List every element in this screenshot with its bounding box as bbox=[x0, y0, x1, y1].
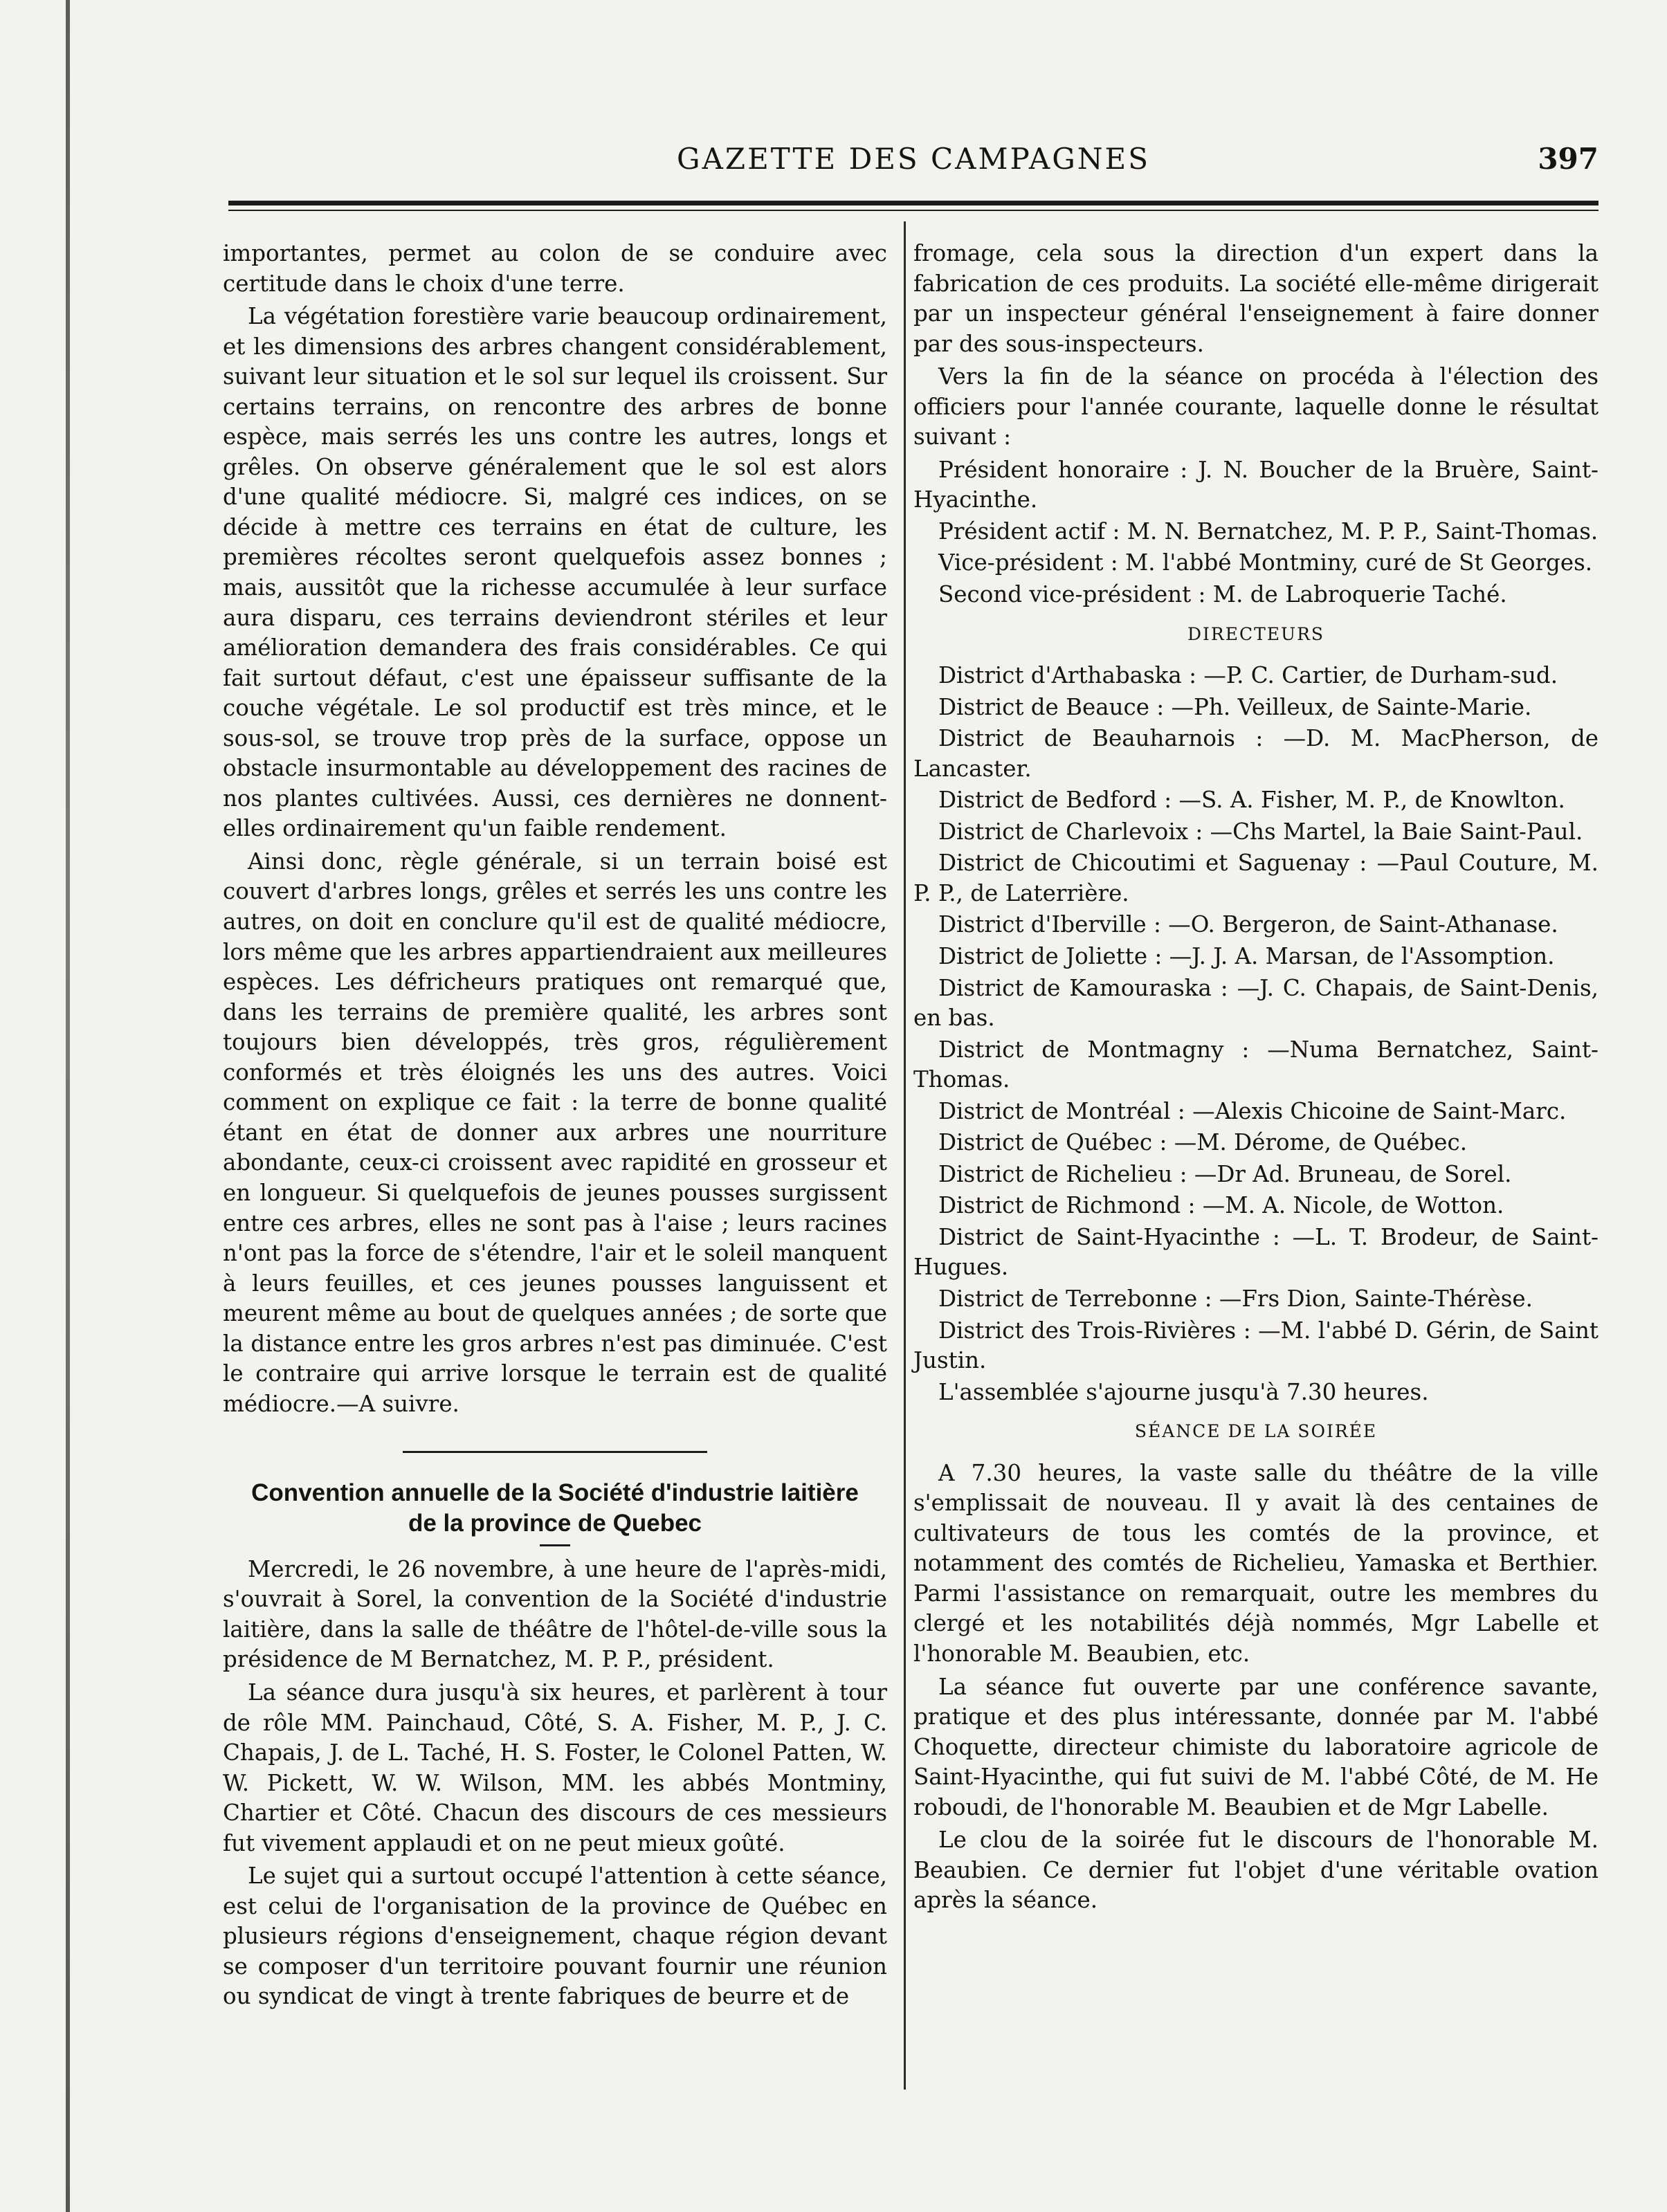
paragraph: importantes, permet au colon de se conduire avec certitude dans le choix d'une terre. bbox=[223, 240, 887, 297]
paragraph: L'assemblée s'ajourne jusqu'à 7.30 heures. bbox=[938, 1378, 1429, 1405]
officer-line: Président honoraire : J. N. Boucher de la Bruère, Saint-Hyacinthe. bbox=[913, 456, 1598, 513]
director-line: District de Richmond : —M. A. Nicole, de Wotton. bbox=[938, 1192, 1504, 1219]
paragraph: Le clou de la soirée fut le discours de l'honorable M. Beaubien. Ce dernier fut l'objet d'une véritable ovation après la séance. bbox=[913, 1827, 1598, 1914]
paragraph: A 7.30 heures, la vaste salle du théâtre de la ville s'emplissait de nouveau. Il y avait là des centaines de cultivateurs de tous les comtés de la province, et notamment des comtés de Richelieu, Yamaska et Berthier. Parmi l'assistance on remarquait, outre les membres du clergé et les notabilités déjà nommés, Mgr Labelle et l'honorable M. Beaubien, etc. bbox=[913, 1459, 1598, 1667]
column-divider bbox=[904, 221, 906, 2090]
director-line: District de Beauharnois : —D. M. MacPherson, de Lancaster. bbox=[913, 725, 1598, 782]
director-line: District de Chicoutimi et Saguenay : —Paul Couture, M. P. P., de Laterrière. bbox=[913, 850, 1598, 906]
paragraph: La végétation forestière varie beaucoup ordinairement, et les dimensions des arbres changent considérablement, suivant leur situation et le sol sur lequel ils croissent. Sur certains terrains, on rencontre des arbres de bonne espèce, mais serrés les uns contre les autres, longs et grêles. On observe généralement que le sol est alors d'une qualité médiocre. Si, malgré ces indices, on se décide à mettre ces terrains en état de culture, les premières récoltes seront quelquefois assez bonnes ; mais, aussitôt que la richesse accumulée à leur surface aura disparu, ces terrains deviendront stériles et leur amélioration demandera des frais considérables. Ce qui fait surtout défaut, c'est une épaisseur suffisante de la couche végétale. Le sol productif est très mince, et le sous-sol, se trouve trop près de la surface, oppose un obstacle insurmontable au développement des racines de nos plantes cultivées. Aussi, ces dernières ne donnent-elles ordinairement qu'un faible rendement. bbox=[223, 303, 887, 842]
director-line: District de Montréal : —Alexis Chicoine de Saint-Marc. bbox=[938, 1097, 1567, 1124]
paragraph: Ainsi donc, règle générale, si un terrain boisé est couvert d'arbres longs, grêles et serrés les uns contre les autres, on doit en conclure qu'il est de qualité médiocre, lors même que les arbres appartiendraient aux meilleures espèces. Les défricheurs pratiques ont remarqué que, dans les terrains de première qualité, les arbres sont toujours bien développés, très gros, régulièrement conformés et très éloignés les uns des autres. Voici comment on explique ce fait : la terre de bonne qualité étant en état de donner aux arbres une nourriture abondante, ceux-ci croissent avec rapidité en grosseur et en longueur. Si quelquefois de jeunes pousses surgissent entre ces arbres, elles ne sont pas à l'aise ; leurs racines n'ont pas la force de s'étendre, l'air et le soleil manquent à leurs feuilles, et ces jeunes pousses languissent et meurent même au bout de quelques années ; de sorte que la distance entre les gros arbres n'est pas diminuée. C'est le contraire qui arrive lorsque le terrain est de qualité médiocre.—A suivre. bbox=[223, 848, 887, 1417]
director-line: District de Kamouraska : —J. C. Chapais, de Saint-Denis, en bas. bbox=[913, 974, 1598, 1032]
director-line: District des Trois-Rivières : —M. l'abbé D. Gérin, de Saint Justin. bbox=[913, 1317, 1598, 1374]
director-line: District de Joliette : —J. J. A. Marsan, de l'Assomption. bbox=[938, 942, 1555, 969]
director-line: District de Terrebonne : —Frs Dion, Sainte-Thérèse. bbox=[938, 1286, 1533, 1312]
article-title: Convention annuelle de la Société d'industrie laitière de la province de Quebec bbox=[251, 1479, 859, 1537]
header-rule bbox=[228, 201, 1598, 205]
director-line: District de Richelieu : —Dr Ad. Bruneau, de Sorel. bbox=[938, 1160, 1512, 1187]
page-header bbox=[228, 142, 1598, 183]
paragraph: Le sujet qui a surtout occupé l'attention à cette séance, est celui de l'organisation de la province de Québec en plusieurs régions d'enseignement, chaque région devant se composer d'un territoire pouvant fournir une réunion ou syndicat de vingt à trente fabriques de beurre et de bbox=[223, 1863, 887, 2010]
director-line: District de Beauce : —Ph. Veilleux, de Sainte-Marie. bbox=[938, 693, 1532, 720]
header-rule-thin bbox=[228, 210, 1598, 211]
director-line: District de Bedford : —S. A. Fisher, M. P., de Knowlton. bbox=[938, 787, 1565, 814]
section-heading: SÉANCE DE LA SOIRÉE bbox=[1134, 1421, 1378, 1442]
officer-line: Second vice-président : M. de Labroquerie Taché. bbox=[938, 581, 1507, 608]
page-number: 397 bbox=[1538, 142, 1598, 176]
director-line: District de Montmagny : —Numa Bernatchez, Saint-Thomas. bbox=[913, 1036, 1598, 1093]
article-separator bbox=[403, 1451, 707, 1453]
title-dash bbox=[540, 1544, 570, 1546]
running-title: GAZETTE DES CAMPAGNES bbox=[677, 142, 1150, 176]
paragraph: La séance dura jusqu'à six heures, et parlèrent à tour de rôle MM. Painchaud, Côté, S. A. Fisher, M. P., J. C. Chapais, J. de L. Taché, H. S. Foster, le Colonel Patten, W. W. Pickett, W. W. Wilson, MM. les abbés Montminy, Chartier et Côté. Chacun des discours de ces messieurs fut vivement applaudi et on ne peut mieux goûté. bbox=[223, 1679, 887, 1856]
director-line: District de Charlevoix : —Chs Martel, la Baie Saint-Paul. bbox=[938, 818, 1583, 845]
left-column bbox=[223, 239, 887, 2015]
section-heading: DIRECTEURS bbox=[1187, 623, 1325, 644]
director-line: District d'Iberville : —O. Bergeron, de Saint-Athanase. bbox=[938, 911, 1558, 938]
paragraph: fromage, cela sous la direction d'un expert dans la fabrication de ces produits. La société elle-même dirigerait par un inspecteur général l'enseignement à faire donner par des sous-inspecteurs. bbox=[913, 240, 1598, 357]
officer-line: Vice-président : M. l'abbé Montminy, curé de St Georges. bbox=[938, 549, 1593, 576]
paragraph: Vers la fin de la séance on procéda à l'élection des officiers pour l'année courante, laquelle donne le résultat suivant : bbox=[913, 363, 1598, 450]
right-column bbox=[913, 239, 1598, 1919]
paragraph: Mercredi, le 26 novembre, à une heure de l'après-midi, s'ouvrait à Sorel, la convention de la Société d'industrie laitière, dans la salle de théâtre de l'hôtel-de-ville sous la présidence de M Bernatchez, M. P. P., président. bbox=[223, 1555, 887, 1673]
paragraph: La séance fut ouverte par une conférence savante, pratique et des plus intéressante, donnée par M. l'abbé Choquette, directeur chimiste du laboratoire agricole de Saint-Hyacinthe, qui fut suivi de M. l'abbé Côté, de M. He roboudi, de l'honorable M. Beaubien et de Mgr Labelle. bbox=[913, 1673, 1598, 1820]
officer-line: Président actif : M. N. Bernatchez, M. P. P., Saint-Thomas. bbox=[938, 518, 1598, 545]
director-line: District de Saint-Hyacinthe : —L. T. Brodeur, de Saint-Hugues. bbox=[913, 1223, 1598, 1281]
director-line: District de Québec : —M. Dérome, de Québec. bbox=[938, 1129, 1468, 1156]
director-line: District d'Arthabaska : —P. C. Cartier, de Durham-sud. bbox=[938, 662, 1558, 689]
binding-edge bbox=[66, 0, 70, 2212]
